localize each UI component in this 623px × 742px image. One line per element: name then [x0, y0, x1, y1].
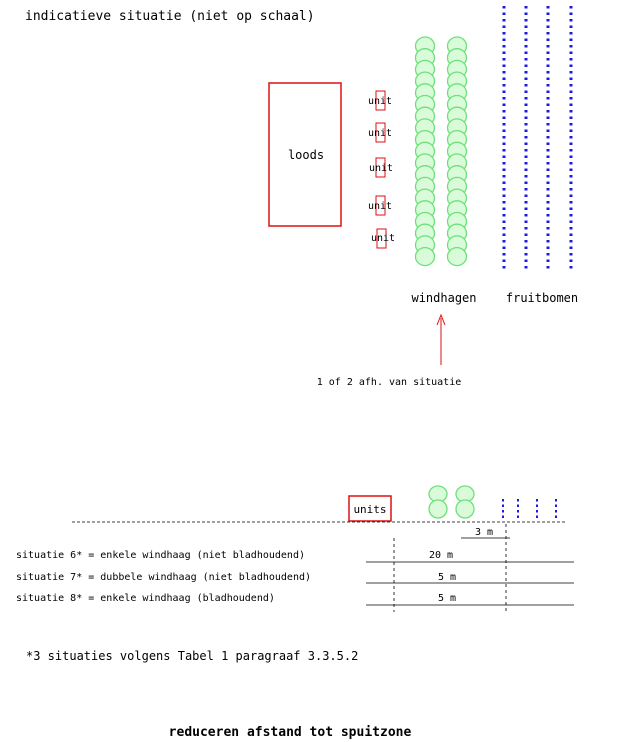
windhaag-left — [416, 37, 435, 266]
unit-group — [368, 91, 395, 248]
diagram-title: indicatieve situatie (niet op schaal) — [25, 9, 315, 24]
red-arrow — [437, 315, 445, 365]
footnote: *3 situaties volgens Tabel 1 paragraaf 3.3.5.2 — [26, 649, 359, 663]
fruitbomen-section — [503, 499, 556, 521]
fruitbomen-label: fruitbomen — [505, 291, 579, 305]
unit-label: unit — [368, 201, 393, 212]
windhaag-right — [448, 37, 467, 266]
windhagen-label: windhagen — [411, 291, 477, 305]
fruitbomen-rows — [504, 6, 571, 272]
unit-label: unit — [368, 96, 393, 107]
situation-8-distance: 5 m — [437, 593, 457, 604]
situation-6-distance: 20 m — [428, 550, 454, 561]
unit-label: unit — [368, 128, 393, 139]
unit-label: unit — [371, 233, 396, 244]
arrow-note: 1 of 2 afh. van situatie — [316, 377, 462, 388]
hedge-shrub — [416, 248, 435, 266]
windhaag-section — [429, 486, 474, 518]
caption: reduceren afstand tot spuitzone — [168, 725, 412, 740]
loods-label: loods — [287, 148, 325, 162]
units-label: units — [353, 503, 387, 516]
situation-6-label: situatie 6* = enkele windhaag (niet bladhoudend) — [16, 550, 305, 561]
unit-label: unit — [369, 163, 394, 174]
hedge-shrub — [448, 248, 467, 266]
spacing-label: 3 m — [474, 527, 494, 538]
situation-7-label: situatie 7* = dubbele windhaag (niet bladhoudend) — [16, 572, 312, 583]
situation-7-distance: 5 m — [437, 572, 457, 583]
situation-8-label: situatie 8* = enkele windhaag (bladhoudend) — [16, 593, 275, 604]
